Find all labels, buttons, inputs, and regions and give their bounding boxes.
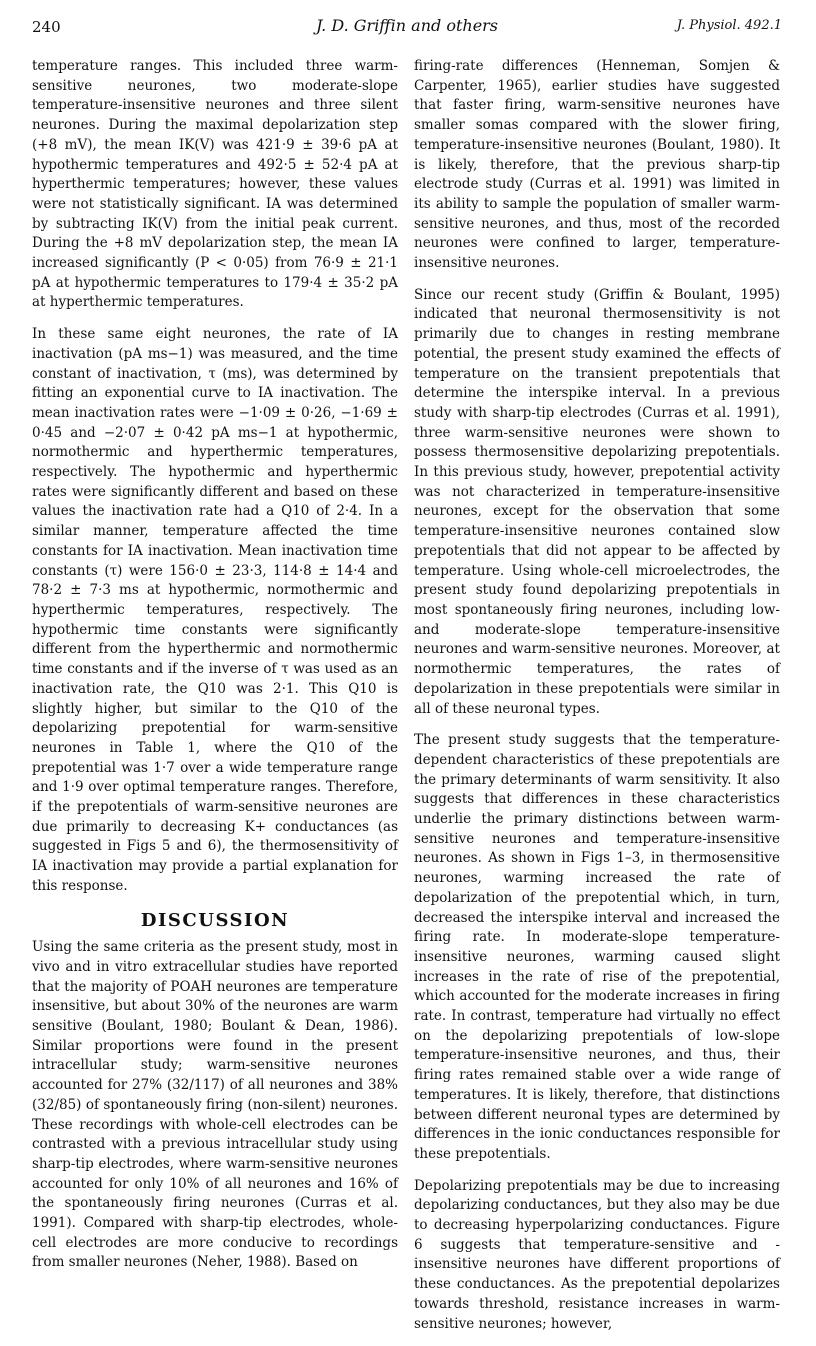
paragraph-discussion-2: firing-rate differences (Henneman, Somjen & Carpenter, 1965), earlier studies have suggested that faster firing, warm-sensitive neurones have smaller somas compared with the slower firing, temperature-insensitive neurones (Boulant, 1980). It is likely, therefore, that the previous sharp-tip electrode study (Curras et al. 1991) was limited in its ability to sample the population of smaller warm-sensitive neurones, and thus, most of the recorded neurones were confined to larger, temperature-insensitive neurones. bbox=[414, 58, 780, 272]
paragraph-results-continued: temperature ranges. This included three warm-sensitive neurones, two moderate-slope temperature-insensitive neurones and three silent neurones. During the maximal depolarization step (+8 mV), the mean IK(V) was 421·9 ± 39·6 pA at hypothermic temperatures and 492·5 ± 52·4 pA at hyperthermic temperatures; however, these values were not statistically significant. IA was determined by subtracting IK(V) from the initial peak current. During the +8 mV depolarization step, the mean IA increased significantly (P < 0·05) from 76·9 ± 21·1 pA at hypothermic temperatures to 179·4 ± 35·2 pA at hyperthermic temperatures. bbox=[32, 58, 398, 311]
paragraph-discussion-1: Using the same criteria as the present study, most in vivo and in vitro extracellular studies have reported that the majority of POAH neurones are temperature insensitive, but about 30% of the neurones are warm sensitive (Boulant, 1980; Boulant & Dean, 1986). Similar proportions were found in the present intracellular study; warm-sensitive neurones accounted for 27% (32/117) of all neurones and 38% (32/85) of spontaneously firing (non-silent) neurones. These recordings with whole-cell electrodes can be contrasted with a previous intracellular study using sharp-tip electrodes, where warm-sensitive neurones accounted for only 10% of all neurones and 16% of the spontaneously firing neurones (Curras et al. 1991). Compared with sharp-tip electrodes, whole-cell electrodes are more conducive to recordings from smaller neurones (Neher, 1988). Based on bbox=[32, 939, 398, 1271]
page-number: 240 bbox=[32, 18, 61, 36]
right-column bbox=[414, 57, 780, 1346]
paragraph-discussion-4: The present study suggests that the temperature-dependent characteristics of these prepotentials are the primary determinants of warm sensitivity. It also suggests that differences in these characteristics underlie the primary distinctions between warm-sensitive neurones and temperature-insensitive neurones. As shown in Figs 1–3, in thermosensitive neurones, warming increased the rate of depolarization of the prepotential which, in turn, decreased the interspike interval and increased the firing rate. In moderate-slope temperature-insensitive neurones, warming caused slight increases in the rate of rise of the prepotential, which accounted for the moderate increases in firing rate. In contrast, temperature had virtually no effect on the depolarizing prepotentials of low-slope temperature-insensitive neurones, and thus, their firing rates remained stable over a wide range of temperatures. It is likely, therefore, that distinctions between different neuronal types are determined by differences in the ionic conductances responsible for these prepotentials. bbox=[414, 732, 780, 1162]
paragraph-ia-inactivation: In these same eight neurones, the rate of IA inactivation (pA ms−1) was measured, and the time constant of inactivation, τ (ms), was determined by fitting an exponential curve to IA inactivation. The mean inactivation rates were −1·09 ± 0·26, −1·69 ± 0·45 and −2·07 ± 0·42 pA ms−1 at hypothermic, normothermic and hyperthermic temperatures, respectively. The hypothermic and hyperthermic rates were significantly different and based on these values the inactivation rate had a Q10 of 2·4. In a similar manner, temperature affected the time constants for IA inactivation. Mean inactivation time constants (τ) were 156·0 ± 23·3, 114·8 ± 14·4 and 78·2 ± 7·3 ms at hypothermic, normothermic and hyperthermic temperatures, respectively. The hypothermic time constants were significantly different from the hyperthermic and normothermic time constants and if the inverse of τ was used as an inactivation rate, the Q10 was 2·1. This Q10 is slightly higher, but similar to the Q10 of the depolarizing prepotential for warm-sensitive neurones in Table 1, where the Q10 of the prepotential was 1·7 over a wide temperature range and 1·9 over optimal temperature ranges. Therefore, if the prepotentials of warm-sensitive neurones are due primarily to decreasing K+ conductances (as suggested in Figs 5 and 6), the thermosensitivity of IA inactivation may provide a partial explanation for this response. bbox=[32, 326, 398, 894]
left-column bbox=[32, 57, 398, 1285]
journal-reference: J. Physiol. 492.1 bbox=[676, 18, 782, 33]
paragraph-discussion-5: Depolarizing prepotentials may be due to increasing depolarizing conductances, but they also may be due to decreasing hyperpolarizing conductances. Figure 6 suggests that temperature-sensitive and -insensitive neurones have different proportions of these conductances. As the prepotential depolarizes towards threshold, resistance increases in warm-sensitive neurones; however, bbox=[414, 1177, 780, 1332]
running-header bbox=[32, 14, 782, 38]
running-authors: J. D. Griffin and others bbox=[315, 16, 499, 35]
section-heading-discussion: DISCUSSION bbox=[140, 909, 290, 931]
paragraph-discussion-3: Since our recent study (Griffin & Boulant, 1995) indicated that neuronal thermosensitivity is not primarily due to changes in resting membrane potential, the present study examined the effects of temperature on the transient prepotentials that determine the interspike interval. In a previous study with sharp-tip electrodes (Curras et al. 1991), three warm-sensitive neurones were shown to possess thermosensitive depolarizing prepotentials. In this previous study, however, prepotential activity was not characterized in temperature-insensitive neurones, except for the observation that some temperature-insensitive neurones contained slow prepotentials that did not appear to be affected by temperature. Using whole-cell microelectrodes, the present study found depolarizing prepotentials in most spontaneously firing neurones, including low- and moderate-slope temperature-insensitive neurones and warm-sensitive neurones. Moreover, at normothermic temperatures, the rates of depolarization in these prepotentials were similar in all of these neuronal types. bbox=[414, 286, 780, 717]
